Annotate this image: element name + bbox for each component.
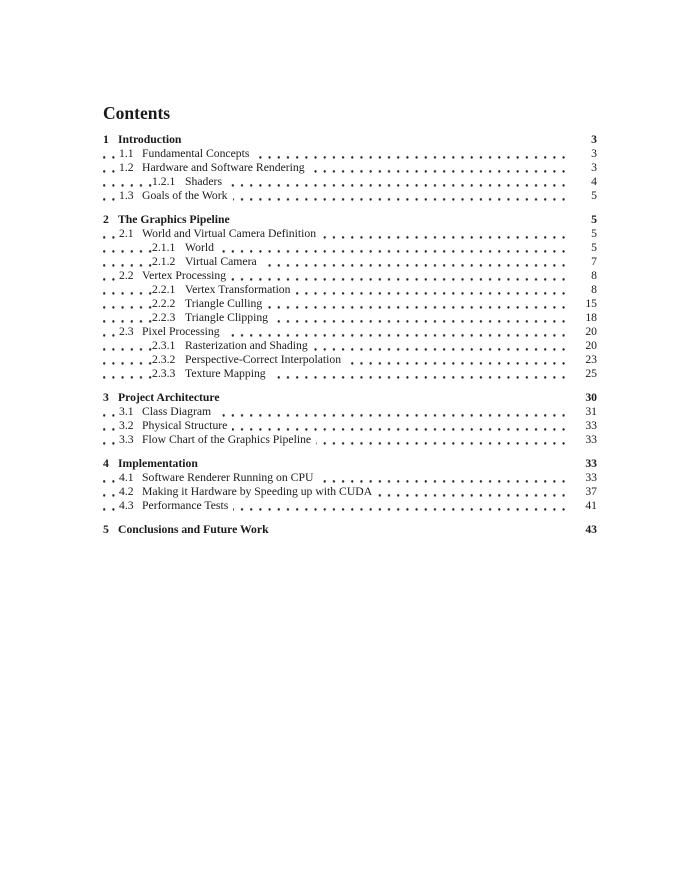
- toc-entry-page: 20: [571, 339, 597, 353]
- toc-entry-number: 4: [103, 457, 118, 471]
- toc-entry-title: Triangle Clipping: [185, 311, 273, 325]
- toc-entry[interactable]: [103, 147, 597, 161]
- toc-entry-page: 33: [571, 433, 597, 447]
- toc-entry[interactable]: [103, 367, 597, 381]
- toc-entry-page: 5: [571, 189, 597, 203]
- toc-entry-page: 37: [571, 485, 597, 499]
- toc-entry[interactable]: [103, 227, 597, 241]
- toc-entry-page: 3: [571, 147, 597, 161]
- toc-entry-page: 15: [571, 297, 597, 311]
- toc-entry-number: 3.2: [119, 419, 142, 433]
- toc-entry-page: 30: [571, 391, 597, 405]
- toc-entry-page: 25: [571, 367, 597, 381]
- toc-entry[interactable]: [103, 269, 597, 283]
- toc-entry[interactable]: [103, 391, 597, 405]
- toc-entry-title: Flow Chart of the Graphics Pipeline: [142, 433, 316, 447]
- toc-entry[interactable]: [103, 297, 597, 311]
- toc-entry-number: 1.2: [119, 161, 142, 175]
- toc-entry-title: Vertex Processing: [142, 269, 231, 283]
- toc-entry[interactable]: [103, 433, 597, 447]
- toc-entry[interactable]: [103, 471, 597, 485]
- toc-entry-number: 2.2.1: [152, 283, 185, 297]
- toc-entry-page: 8: [571, 269, 597, 283]
- toc-entry-page: 18: [571, 311, 597, 325]
- toc-entry-title: Physical Structure: [142, 419, 232, 433]
- toc-entry[interactable]: [103, 405, 597, 419]
- toc-entry-number: 4.2: [119, 485, 142, 499]
- toc-entry-title: Virtual Camera: [185, 255, 262, 269]
- toc-entry[interactable]: [103, 213, 597, 227]
- toc-entry-number: 3.3: [119, 433, 142, 447]
- toc-entry-title: Project Architecture: [118, 391, 225, 405]
- toc-entry-title: Perspective-Correct Interpolation: [185, 353, 346, 367]
- toc-entry-page: 4: [571, 175, 597, 189]
- toc-entry-page: 33: [571, 471, 597, 485]
- toc-entry-title: Fundamental Concepts: [142, 147, 254, 161]
- toc-entry-page: 41: [571, 499, 597, 513]
- toc-entry-page: 5: [571, 213, 597, 227]
- toc-entry-title: Introduction: [118, 133, 186, 147]
- toc-entry[interactable]: [103, 457, 597, 471]
- toc-entry-page: 23: [571, 353, 597, 367]
- toc-entry-title: Performance Tests: [142, 499, 233, 513]
- toc-entry-number: 3: [103, 391, 118, 405]
- toc-entry-title: The Graphics Pipeline: [118, 213, 235, 227]
- toc-entry-number: 3.1: [119, 405, 142, 419]
- toc-entry[interactable]: [103, 353, 597, 367]
- toc-entry[interactable]: [103, 241, 597, 255]
- toc-entry[interactable]: [103, 339, 597, 353]
- toc-entry[interactable]: [103, 283, 597, 297]
- toc-entry-title: Rasterization and Shading: [185, 339, 313, 353]
- toc-entry-title: Pixel Processing: [142, 325, 225, 339]
- toc-entry-number: 1.2.1: [152, 175, 185, 189]
- toc-entry[interactable]: [103, 133, 597, 147]
- toc-entry[interactable]: [103, 311, 597, 325]
- toc-entry-number: 1: [103, 133, 118, 147]
- toc-entry-page: 5: [571, 227, 597, 241]
- toc-entry-number: 5: [103, 523, 118, 537]
- toc-entry-page: 5: [571, 241, 597, 255]
- toc-entry-number: 2.1: [119, 227, 142, 241]
- toc-entry-page: 43: [571, 523, 597, 537]
- toc-entry-number: 2.2.2: [152, 297, 185, 311]
- toc-entry[interactable]: [103, 255, 597, 269]
- toc-entry-number: 1.3: [119, 189, 142, 203]
- toc-entry-number: 2.3: [119, 325, 142, 339]
- toc-entry-number: 2.1.1: [152, 241, 185, 255]
- toc-entry-number: 4.3: [119, 499, 142, 513]
- toc-entry[interactable]: [103, 161, 597, 175]
- toc-entry-number: 4.1: [119, 471, 142, 485]
- toc-entry-title: Conclusions and Future Work: [118, 523, 274, 537]
- toc-entry-number: 2.3.2: [152, 353, 185, 367]
- toc-entry-title: Class Diagram: [142, 405, 216, 419]
- toc-entry-page: 8: [571, 283, 597, 297]
- toc-entry[interactable]: [103, 419, 597, 433]
- contents-heading: Contents: [103, 103, 171, 123]
- toc-entry[interactable]: [103, 499, 597, 513]
- toc-entry-title: World and Virtual Camera Definition: [142, 227, 321, 241]
- toc-entry-page: 33: [571, 419, 597, 433]
- toc-entry-title: Hardware and Software Rendering: [142, 161, 310, 175]
- toc-entry-number: 1.1: [119, 147, 142, 161]
- toc-entry-number: 2.3.1: [152, 339, 185, 353]
- toc-entry-title: Making it Hardware by Speeding up with CUDA: [142, 485, 377, 499]
- toc-entry-title: Vertex Transformation: [185, 283, 296, 297]
- toc-entry-title: Shaders: [185, 175, 227, 189]
- toc-entry-title: Goals of the Work: [142, 189, 233, 203]
- toc: [103, 133, 597, 537]
- toc-entry-number: 2.1.2: [152, 255, 185, 269]
- toc-entry-page: 7: [571, 255, 597, 269]
- toc-entry-title: World: [185, 241, 219, 255]
- toc-entry[interactable]: [103, 485, 597, 499]
- toc-entry-number: 2.2: [119, 269, 142, 283]
- toc-entry-title: Triangle Culling: [185, 297, 267, 311]
- toc-entry-number: 2.3.3: [152, 367, 185, 381]
- toc-entry[interactable]: [103, 523, 597, 537]
- toc-entry-page: 31: [571, 405, 597, 419]
- toc-entry-page: 3: [571, 161, 597, 175]
- toc-entry-title: Texture Mapping: [185, 367, 271, 381]
- toc-entry-title: Software Renderer Running on CPU: [142, 471, 318, 485]
- toc-entry-title: Implementation: [118, 457, 203, 471]
- document-page: [103, 103, 597, 537]
- toc-entry-page: 33: [571, 457, 597, 471]
- toc-entry-number: 2.2.3: [152, 311, 185, 325]
- toc-entry[interactable]: [103, 189, 597, 203]
- toc-entry[interactable]: [103, 325, 597, 339]
- toc-entry-number: 2: [103, 213, 118, 227]
- toc-entry-page: 3: [571, 133, 597, 147]
- toc-entry[interactable]: [103, 175, 597, 189]
- toc-entry-page: 20: [571, 325, 597, 339]
